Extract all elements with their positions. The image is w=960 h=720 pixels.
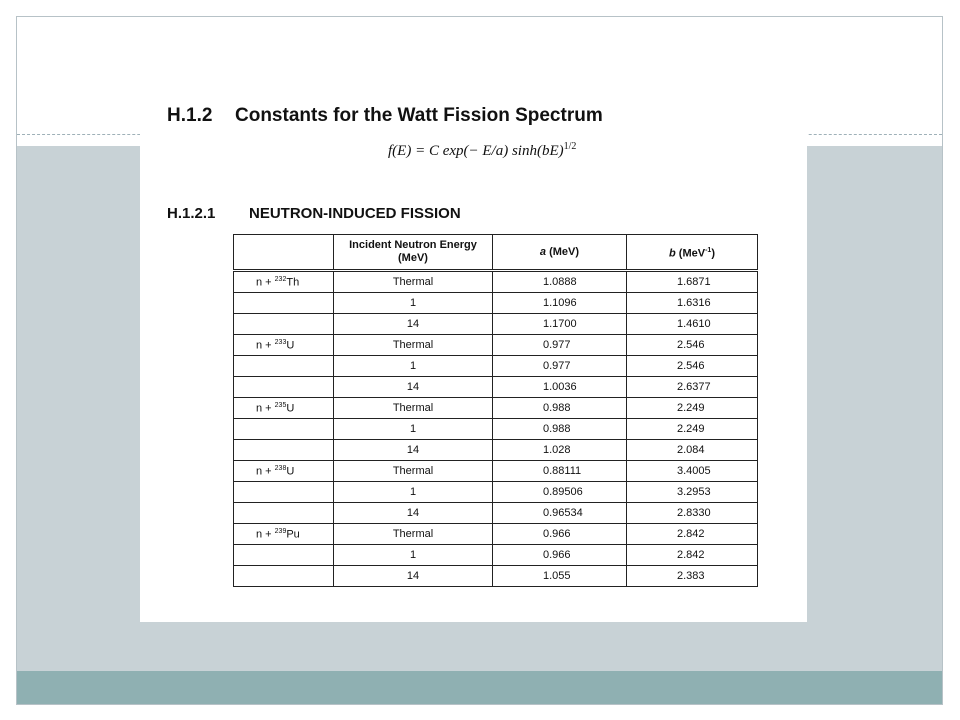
table-row <box>234 440 758 461</box>
header-energy-line2: (MeV) <box>398 252 428 264</box>
nuclide-cell <box>234 314 334 335</box>
nuclide-prefix: n + <box>256 528 275 541</box>
a-value-cell: 0.988 <box>493 398 627 419</box>
a-value-cell: 1.055 <box>493 566 627 587</box>
header-b-symbol: b <box>669 247 676 260</box>
table-header-row <box>234 235 758 271</box>
energy-cell: 14 <box>334 503 493 524</box>
nuclide-cell <box>234 419 334 440</box>
section-heading <box>167 105 603 127</box>
header-nuclide <box>234 235 334 271</box>
header-energy <box>334 235 493 271</box>
nuclide-mass-number: 239 <box>274 527 287 535</box>
energy-cell: Thermal <box>334 461 493 482</box>
nuclide-mass-number: 232 <box>274 275 287 283</box>
nuclide-cell <box>234 566 334 587</box>
subsection-number: H.1.2.1 <box>167 205 216 222</box>
b-value-cell: 1.6316 <box>627 293 758 314</box>
nuclide-cell <box>234 377 334 398</box>
table-row <box>234 271 758 293</box>
nuclide-prefix: n + <box>256 339 275 352</box>
nuclide-cell <box>234 503 334 524</box>
b-value-cell: 2.084 <box>627 440 758 461</box>
a-value-cell: 0.966 <box>493 524 627 545</box>
a-value-cell: 0.966 <box>493 545 627 566</box>
b-value-cell: 2.6377 <box>627 377 758 398</box>
formula-exponent: 1/2 <box>563 141 577 152</box>
table-row <box>234 377 758 398</box>
energy-cell: 14 <box>334 314 493 335</box>
energy-cell: Thermal <box>334 524 493 545</box>
table-row <box>234 419 758 440</box>
nuclide-element: Th <box>286 276 300 289</box>
header-b <box>627 235 758 271</box>
b-value-cell: 2.8330 <box>627 503 758 524</box>
fission-constants-table <box>233 234 758 587</box>
nuclide-element: U <box>286 339 295 352</box>
a-value-cell: 1.028 <box>493 440 627 461</box>
energy-cell: 1 <box>334 356 493 377</box>
header-energy-line1: Incident Neutron Energy <box>349 239 477 251</box>
nuclide-cell <box>234 356 334 377</box>
b-value-cell: 1.6871 <box>627 271 758 293</box>
energy-cell: 1 <box>334 545 493 566</box>
table-body <box>234 271 758 587</box>
section-number: H.1.2 <box>167 105 213 126</box>
b-value-cell: 2.249 <box>627 398 758 419</box>
energy-cell: 14 <box>334 377 493 398</box>
nuclide-mass-number: 233 <box>274 338 287 346</box>
nuclide-cell <box>234 545 334 566</box>
b-value-cell: 1.4610 <box>627 314 758 335</box>
nuclide-mass-number: 238 <box>274 464 287 472</box>
energy-cell: Thermal <box>334 398 493 419</box>
table-row <box>234 503 758 524</box>
subsection-title: NEUTRON-INDUCED FISSION <box>249 205 461 222</box>
header-b-unit-close: ) <box>711 247 715 260</box>
nuclide-prefix: n + <box>256 276 275 289</box>
table-row <box>234 482 758 503</box>
header-b-unit: (MeV <box>678 247 706 260</box>
nuclide-cell <box>234 398 334 419</box>
nuclide-cell <box>234 271 334 293</box>
header-a <box>493 235 627 271</box>
watt-formula <box>388 141 576 160</box>
a-value-cell: 0.88111 <box>493 461 627 482</box>
table-row <box>234 314 758 335</box>
b-value-cell: 2.842 <box>627 524 758 545</box>
energy-cell: 1 <box>334 293 493 314</box>
nuclide-cell <box>234 461 334 482</box>
b-value-cell: 2.546 <box>627 335 758 356</box>
a-value-cell: 1.0036 <box>493 377 627 398</box>
nuclide-cell <box>234 293 334 314</box>
table-row <box>234 461 758 482</box>
energy-cell: 1 <box>334 419 493 440</box>
nuclide-prefix: n + <box>256 402 275 415</box>
a-value-cell: 0.977 <box>493 356 627 377</box>
a-value-cell: 0.89506 <box>493 482 627 503</box>
b-value-cell: 2.842 <box>627 545 758 566</box>
nuclide-cell <box>234 482 334 503</box>
table-row <box>234 566 758 587</box>
a-value-cell: 1.0888 <box>493 271 627 293</box>
nuclide-prefix: n + <box>256 465 275 478</box>
nuclide-element: U <box>286 465 295 478</box>
energy-cell: Thermal <box>334 335 493 356</box>
nuclide-mass-number: 235 <box>274 401 287 409</box>
nuclide-cell <box>234 524 334 545</box>
energy-cell: 14 <box>334 566 493 587</box>
energy-cell: 1 <box>334 482 493 503</box>
subsection-heading <box>167 205 461 222</box>
footer-band <box>17 671 942 704</box>
b-value-cell: 2.249 <box>627 419 758 440</box>
header-a-symbol: a <box>539 245 547 258</box>
header-b-unit-sup: -1 <box>705 246 712 254</box>
nuclide-cell <box>234 440 334 461</box>
a-value-cell: 0.988 <box>493 419 627 440</box>
formula-text: f(E) = C exp(− E/a) sinh(bE) <box>388 143 564 159</box>
table-row <box>234 545 758 566</box>
energy-cell: 14 <box>334 440 493 461</box>
b-value-cell: 2.383 <box>627 566 758 587</box>
table-row <box>234 335 758 356</box>
a-value-cell: 0.977 <box>493 335 627 356</box>
a-value-cell: 1.1096 <box>493 293 627 314</box>
a-value-cell: 0.96534 <box>493 503 627 524</box>
nuclide-element: U <box>286 402 295 415</box>
nuclide-element: Pu <box>286 528 300 541</box>
table-row <box>234 398 758 419</box>
nuclide-cell <box>234 335 334 356</box>
section-title: Constants for the Watt Fission Spectrum <box>235 105 603 126</box>
b-value-cell: 2.546 <box>627 356 758 377</box>
header-a-unit: (MeV) <box>549 245 580 258</box>
table-row <box>234 293 758 314</box>
table-row <box>234 524 758 545</box>
a-value-cell: 1.1700 <box>493 314 627 335</box>
table-row <box>234 356 758 377</box>
document-image <box>140 95 807 622</box>
b-value-cell: 3.2953 <box>627 482 758 503</box>
b-value-cell: 3.4005 <box>627 461 758 482</box>
energy-cell: Thermal <box>334 271 493 293</box>
